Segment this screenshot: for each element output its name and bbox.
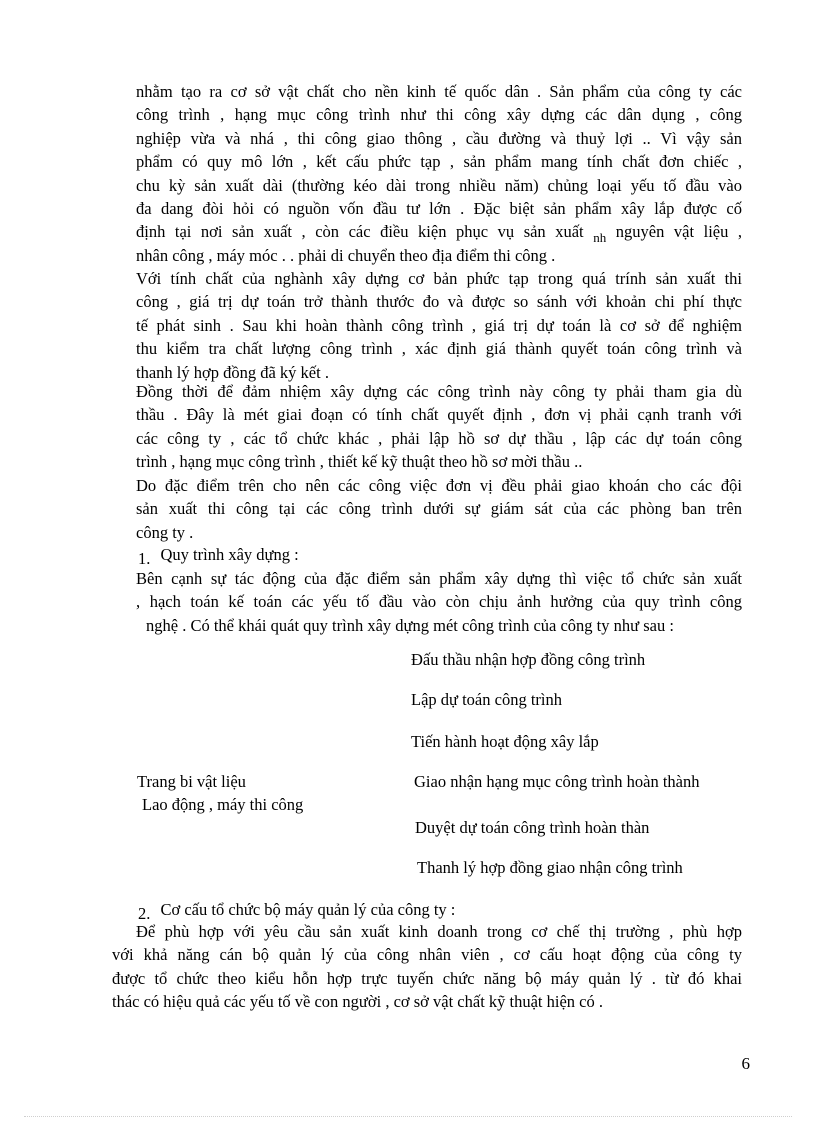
text-line: Bên cạnh sự tác động của đặc điểm sản phẩm xây dựng thì việc tổ chức sản xuất xyxy=(136,569,742,588)
text-line: Đồng thời để đảm nhiệm xây dựng các công trình này công ty phải tham gia dù xyxy=(136,382,742,401)
text-line: thanh lý hợp đồng đã ký kết . xyxy=(136,362,329,382)
paragraph-cost-estimate xyxy=(136,267,742,384)
text-line: công trình , hạng mục công trình như thi công xây dựng các dân dụng , công xyxy=(136,105,742,125)
side-label-materials: Trang bi vật liệu xyxy=(137,772,246,791)
subscript-fragment: nh xyxy=(593,230,607,246)
text-line: nghệ . Có thể khái quát quy trình xây dựng mét công trình của công ty như sau : xyxy=(146,615,674,635)
heading-text: Cơ cấu tổ chức bộ máy quản lý của công ty : xyxy=(160,900,456,919)
side-label-labor: Lao động , máy thi công xyxy=(142,795,304,814)
text-line: nhằm tạo ra cơ sở vật chất cho nền kinh tế quốc dân . Sản phẩm của công ty các xyxy=(136,82,742,101)
paragraph-contracting xyxy=(136,474,742,544)
text-line: với khả năng cán bộ quản lý của công nhân viên , cơ cấu hoạt động của công ty xyxy=(112,945,742,965)
section-heading-1 xyxy=(138,545,299,568)
text-fragment: định tại nơi sản xuất , còn các điều kiện phục vụ sản xuất xyxy=(136,222,584,242)
text-line xyxy=(136,220,743,246)
process-step-2: Lập dự toán công trình xyxy=(411,690,562,709)
text-line: nhân công , máy móc . . phải di chuyển theo địa điểm thi công . xyxy=(136,245,556,265)
text-line: Để phù hợp với yêu cầu sản xuất kinh doanh trong cơ chế thị trường , phù hợp xyxy=(136,922,742,941)
text-line: các công ty , các tổ chức khác , phải lập hồ sơ dự thầu , lập các dự toán công xyxy=(136,428,742,448)
section-heading-2 xyxy=(138,900,456,923)
heading-number: 2. xyxy=(138,904,151,923)
process-step-4: Giao nhận hạng mục công trình hoàn thành xyxy=(414,772,700,791)
heading-text: Quy trình xây dựng : xyxy=(160,545,299,564)
text-line: chu kỳ sản xuất dài (thường kéo dài trong nhiều năm) chủng loại yếu tố đầu vào xyxy=(136,175,742,195)
process-step-3: Tiến hành hoạt động xây lắp xyxy=(411,732,599,751)
text-line: sản xuất thi công tại các công trình dưới sự giám sát của các phòng ban trên xyxy=(136,499,742,519)
paragraph-organization xyxy=(112,920,742,1014)
text-line: Với tính chất của nghành xây dựng cơ bản phức tạp trong quá trính sản xuất thi xyxy=(136,269,742,288)
text-line: trình , hạng mục công trình , thiết kế kỹ thuật theo hồ sơ mời thầu .. xyxy=(136,452,583,472)
text-line: tế phát sinh . Sau khi hoàn thành công trình , giá trị dự toán là cơ sở để nghiệm xyxy=(136,315,742,335)
text-line: thác có hiệu quả các yếu tố về con người , cơ sở vật chất kỹ thuật hiện có . xyxy=(112,992,603,1012)
footer-divider xyxy=(24,1116,792,1117)
paragraph-bidding xyxy=(136,380,742,474)
text-line: Do đặc điểm trên cho nên các công việc đơn vị đều phải giao khoán cho các đội xyxy=(136,476,742,495)
process-step-6: Thanh lý hợp đồng giao nhận công trình xyxy=(417,858,683,877)
text-line: công , giá trị dự toán trở thành thước đo và được so sánh với khoản chi phí thực xyxy=(136,292,742,312)
text-line: được tổ chức theo kiểu hỗn hợp trực tuyến chức năng bộ máy quản lý . từ đó khai xyxy=(112,968,742,988)
text-line: , hạch toán kế toán các yếu tố đầu vào còn chịu ảnh hưởng của quy trình công xyxy=(136,592,742,612)
text-line: thầu . Đây là mét giai đoạn có tính chất quyết định , đơn vị phải cạnh tranh với xyxy=(136,405,742,425)
text-line: thu kiểm tra chất lượng công trình , xác định giá thành quyết toán công trình và xyxy=(136,339,742,359)
text-line: đa dang đòi hỏi có nguồn vốn đầu tư lớn . Đặc biệt sản phẩm xây lắp được cố xyxy=(136,198,742,218)
process-step-1: Đấu thầu nhận hợp đồng công trình xyxy=(411,650,646,669)
page-number: 6 xyxy=(741,1054,750,1073)
paragraph-product-characteristics xyxy=(136,80,742,267)
process-step-5: Duyệt dự toán công trình hoàn thàn xyxy=(415,818,650,837)
paragraph-process-intro xyxy=(136,567,742,637)
heading-number: 1. xyxy=(138,549,151,568)
text-line: nghiệp vừa và nhá , thi công giao thông , cầu đường và thuỷ lợi .. Vì vậy sản xyxy=(136,128,742,148)
text-line: phẩm có quy mô lớn , kết cấu phức tạp , sản phẩm mang tính chất đơn chiếc , xyxy=(136,152,742,172)
text-line: công ty . xyxy=(136,522,194,542)
text-fragment: nguyên vật liệu , xyxy=(615,222,743,242)
